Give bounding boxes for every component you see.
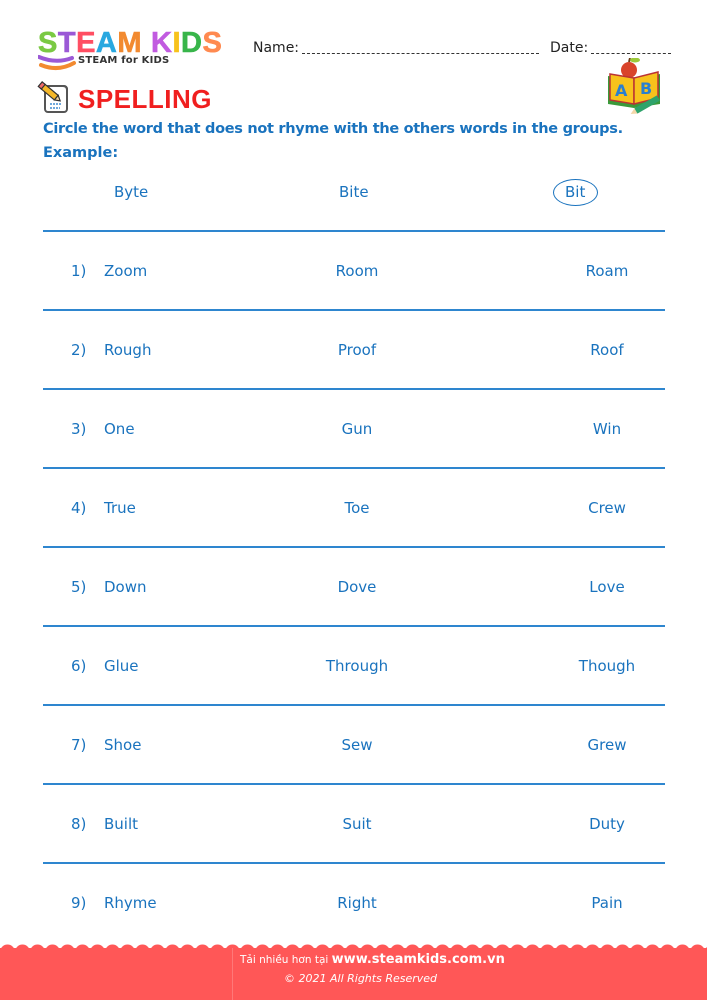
svg-text:B: B <box>640 79 653 98</box>
logo-letter: D <box>181 27 203 59</box>
answer-word-3[interactable]: Roam <box>585 262 629 280</box>
answer-word-1[interactable]: Glue <box>104 657 139 675</box>
logo-smile-icon <box>38 54 78 74</box>
row-divider <box>43 309 665 311</box>
pencil-paper-icon <box>36 80 72 116</box>
answer-word-2[interactable]: Through <box>325 657 389 675</box>
question-number: 9) <box>71 894 87 912</box>
answer-word-3[interactable]: Love <box>589 578 625 596</box>
logo-tagline: STEAM for KIDS <box>78 55 170 66</box>
answer-word-3[interactable]: Crew <box>588 499 626 517</box>
date-label: Date: <box>550 40 589 56</box>
logo-letter: T <box>57 27 77 59</box>
abc-book-apple-icon <box>604 58 666 114</box>
answer-word-1[interactable]: Built <box>104 815 139 833</box>
page-title: SPELLING <box>78 84 213 114</box>
answer-word-3[interactable]: Though <box>578 657 636 675</box>
logo-letter: E <box>76 27 96 59</box>
row-divider <box>43 704 665 706</box>
question-number: 2) <box>71 341 87 359</box>
footer-download-text <box>240 952 505 967</box>
answer-word-2[interactable]: Dove <box>337 578 377 596</box>
question-number: 5) <box>71 578 87 596</box>
row-divider <box>43 783 665 785</box>
website-link[interactable]: www.steamkids.com.vn <box>331 952 505 967</box>
answer-word-3[interactable]: Win <box>592 420 622 438</box>
answer-word-1[interactable]: Down <box>104 578 147 596</box>
example-word-2: Bite <box>339 183 369 201</box>
answer-word-3[interactable]: Roof <box>590 341 624 359</box>
copyright-text: © 2021 All Rights Reserved <box>284 972 438 985</box>
row-divider <box>43 862 665 864</box>
answer-word-2[interactable]: Gun <box>341 420 373 438</box>
logo-letter: S <box>38 27 58 59</box>
answer-word-2[interactable]: Right <box>337 894 377 912</box>
instruction-text: Circle the word that does not rhyme with the others words in the groups. <box>43 121 623 137</box>
logo-letter: K <box>151 27 173 59</box>
answer-word-1[interactable]: True <box>104 499 136 517</box>
answer-word-2[interactable]: Toe <box>344 499 370 517</box>
logo-letter: S <box>202 27 223 59</box>
answer-word-1[interactable]: One <box>104 420 135 438</box>
answer-word-2[interactable]: Suit <box>342 815 372 833</box>
example-word-3: Bit <box>565 183 586 201</box>
answer-word-1[interactable]: Shoe <box>104 736 142 754</box>
answer-word-2[interactable]: Proof <box>337 341 377 359</box>
logo-letter: A <box>95 27 118 59</box>
row-divider <box>43 625 665 627</box>
name-label: Name: <box>253 40 300 56</box>
date-field[interactable] <box>591 53 671 54</box>
row-divider <box>43 467 665 469</box>
name-field[interactable] <box>302 53 539 54</box>
answer-word-1[interactable]: Zoom <box>104 262 148 280</box>
question-number: 4) <box>71 499 87 517</box>
question-number: 7) <box>71 736 87 754</box>
row-divider <box>43 546 665 548</box>
logo-letter: I <box>172 27 182 59</box>
question-number: 6) <box>71 657 87 675</box>
question-number: 8) <box>71 815 87 833</box>
answer-word-1[interactable]: Rough <box>104 341 152 359</box>
answer-word-3[interactable]: Pain <box>591 894 623 912</box>
example-label: Example: <box>43 145 119 161</box>
row-divider <box>43 388 665 390</box>
question-number: 3) <box>71 420 87 438</box>
example-word-1: Byte <box>114 183 149 201</box>
svg-text:A: A <box>615 81 628 100</box>
row-divider <box>43 230 665 232</box>
question-number: 1) <box>71 262 87 280</box>
answer-word-3[interactable]: Grew <box>587 736 627 754</box>
answer-word-2[interactable]: Sew <box>341 736 373 754</box>
footer-divider <box>232 948 233 1000</box>
download-prefix: Tải nhiều hơn tại <box>240 954 329 966</box>
answer-word-3[interactable]: Duty <box>589 815 625 833</box>
logo-letter: M <box>117 27 143 59</box>
answer-word-1[interactable]: Rhyme <box>104 894 157 912</box>
answer-word-2[interactable]: Room <box>335 262 379 280</box>
